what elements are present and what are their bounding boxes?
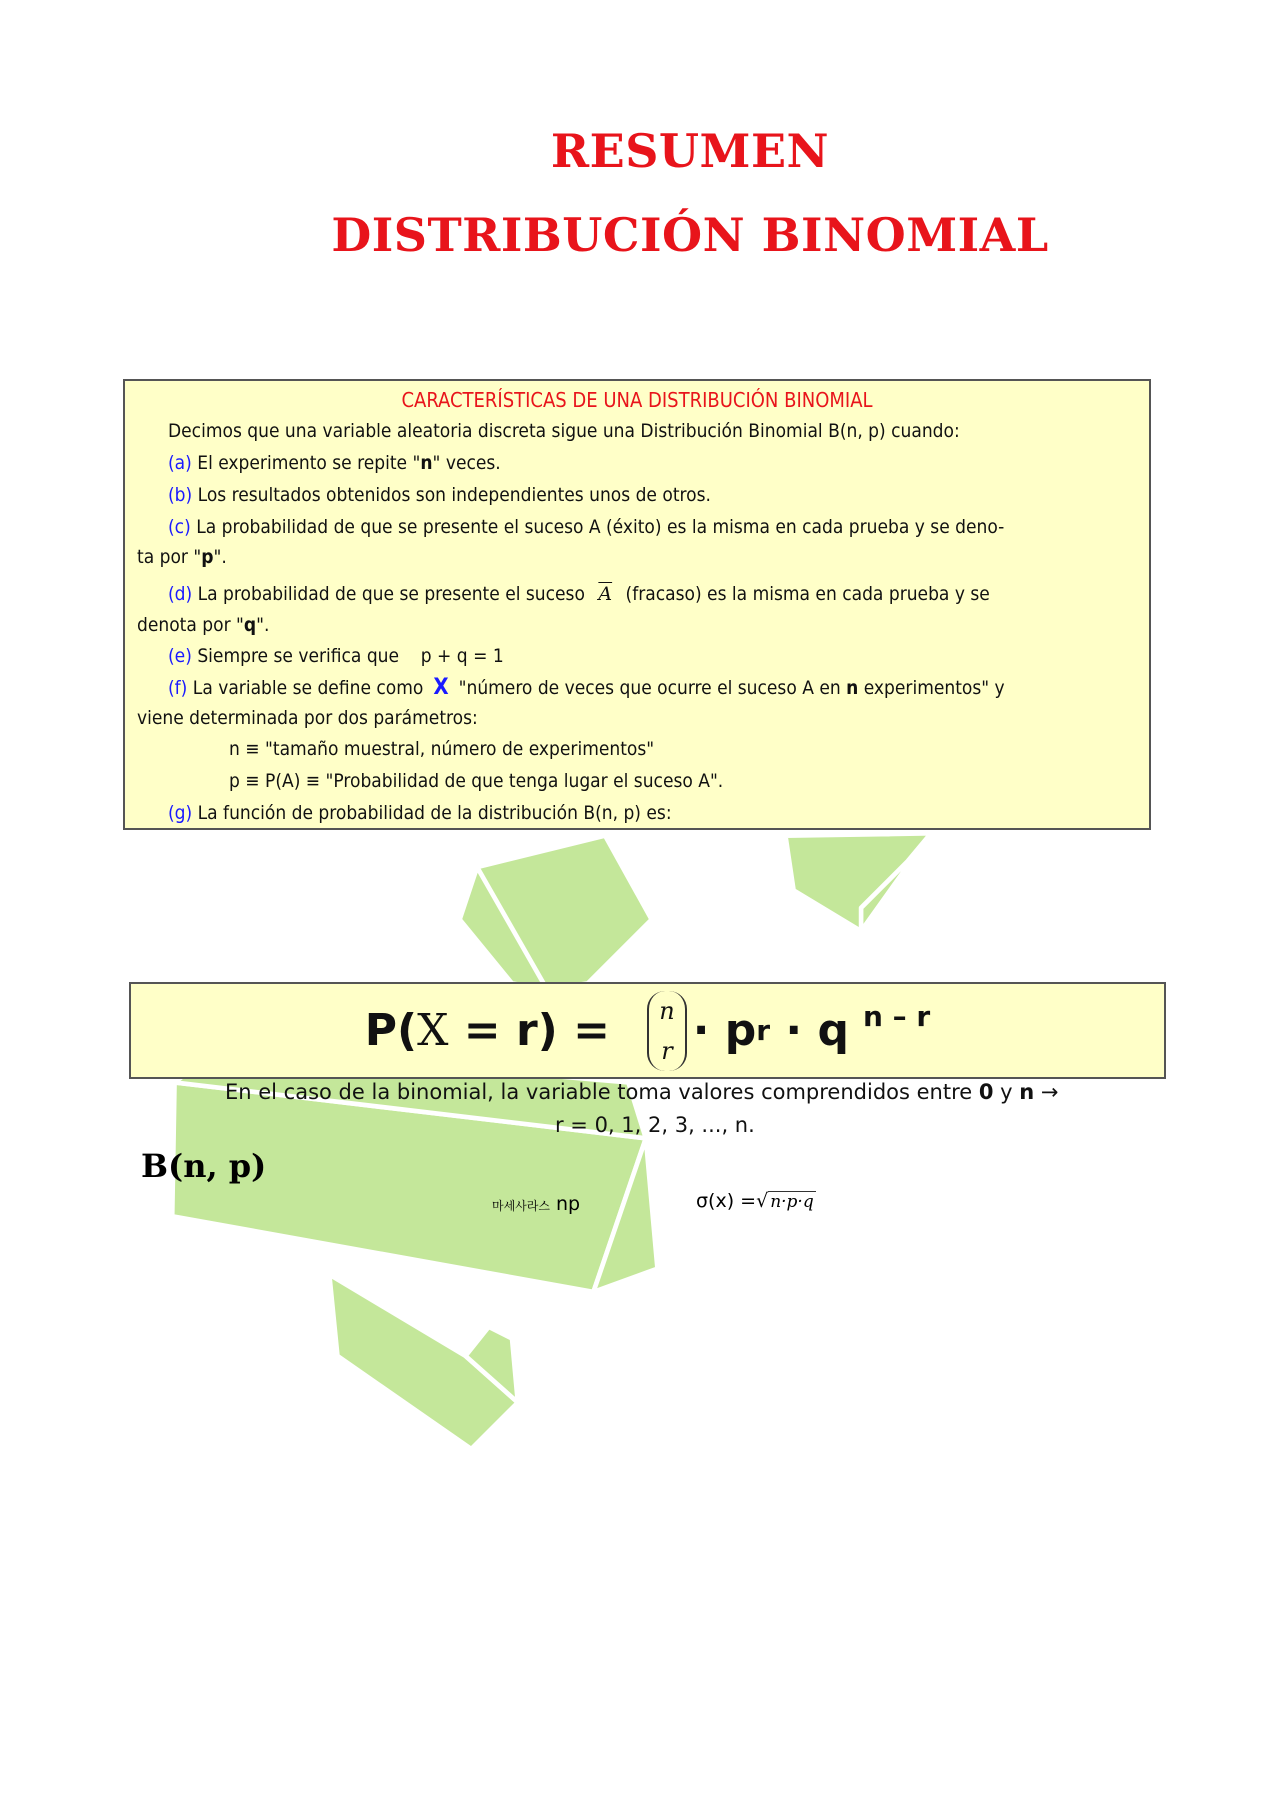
item-g: (g) La función de probabilidad de la distribución B(n, p) es: bbox=[168, 802, 672, 824]
item-d: (d) La probabilidad de que se presente el suceso $\overline{A}$ (fracaso) es la misma en cada prueba y se bbox=[168, 583, 990, 605]
item-e: (e) Siempre se verifica que p + q = 1 bbox=[168, 645, 504, 667]
range-text: En el caso de la binomial, la variable toma valores comprendidos entre 0 y n → bbox=[225, 1080, 1059, 1104]
item-f: (f) La variable se define como X "número de veces que ocurre el suceso A en n experimentos" y bbox=[168, 675, 1005, 700]
param-p: p ≡ P(A) ≡ "Probabilidad de que tenga lugar el suceso A". bbox=[229, 770, 724, 792]
param-n: n ≡ "tamaño muestral, número de experimentos" bbox=[229, 738, 655, 760]
characteristics-heading: CARACTERÍSTICAS DE UNA DISTRIBUCIÓN BINOMIAL bbox=[401, 388, 873, 412]
binomial-coefficient: n r bbox=[647, 991, 686, 1071]
std-dev-formula: σ(x) =√ n·p·q bbox=[696, 1190, 814, 1212]
title-resumen: RESUMEN bbox=[550, 124, 830, 178]
characteristics-box bbox=[123, 379, 1151, 830]
intro-text: Decimos que una variable aleatoria discreta sigue una Distribución Binomial B(n, p) cuando: bbox=[168, 420, 960, 442]
item-a: (a) El experimento se repite "n" veces. bbox=[168, 452, 501, 474]
item-c-cont: ta por "p". bbox=[137, 546, 227, 568]
item-d-cont: denota por "q". bbox=[137, 614, 270, 636]
green-block-top-right bbox=[785, 833, 930, 931]
item-f-cont: viene determinada por dos parámetros: bbox=[137, 707, 478, 729]
item-b: (b) Los resultados obtenidos son independientes unos de otros. bbox=[168, 484, 711, 506]
a-bar-symbol: $\overline{A}$ bbox=[598, 583, 613, 605]
range-values: r = 0, 1, 2, 3, ..., n. bbox=[555, 1113, 755, 1137]
item-c: (c) La probabilidad de que se presente el suceso A (éxito) es la misma en cada prueba y se deno- bbox=[168, 516, 1005, 538]
mean-formula: 마세사라스 np bbox=[492, 1193, 581, 1215]
binomial-notation: B(n, p) bbox=[141, 1147, 267, 1185]
title-distribucion-binomial: DISTRIBUCIÓN BINOMIAL bbox=[331, 208, 1049, 262]
probability-formula-box: P( X = r) = n r · p r · q n – r bbox=[129, 982, 1166, 1079]
